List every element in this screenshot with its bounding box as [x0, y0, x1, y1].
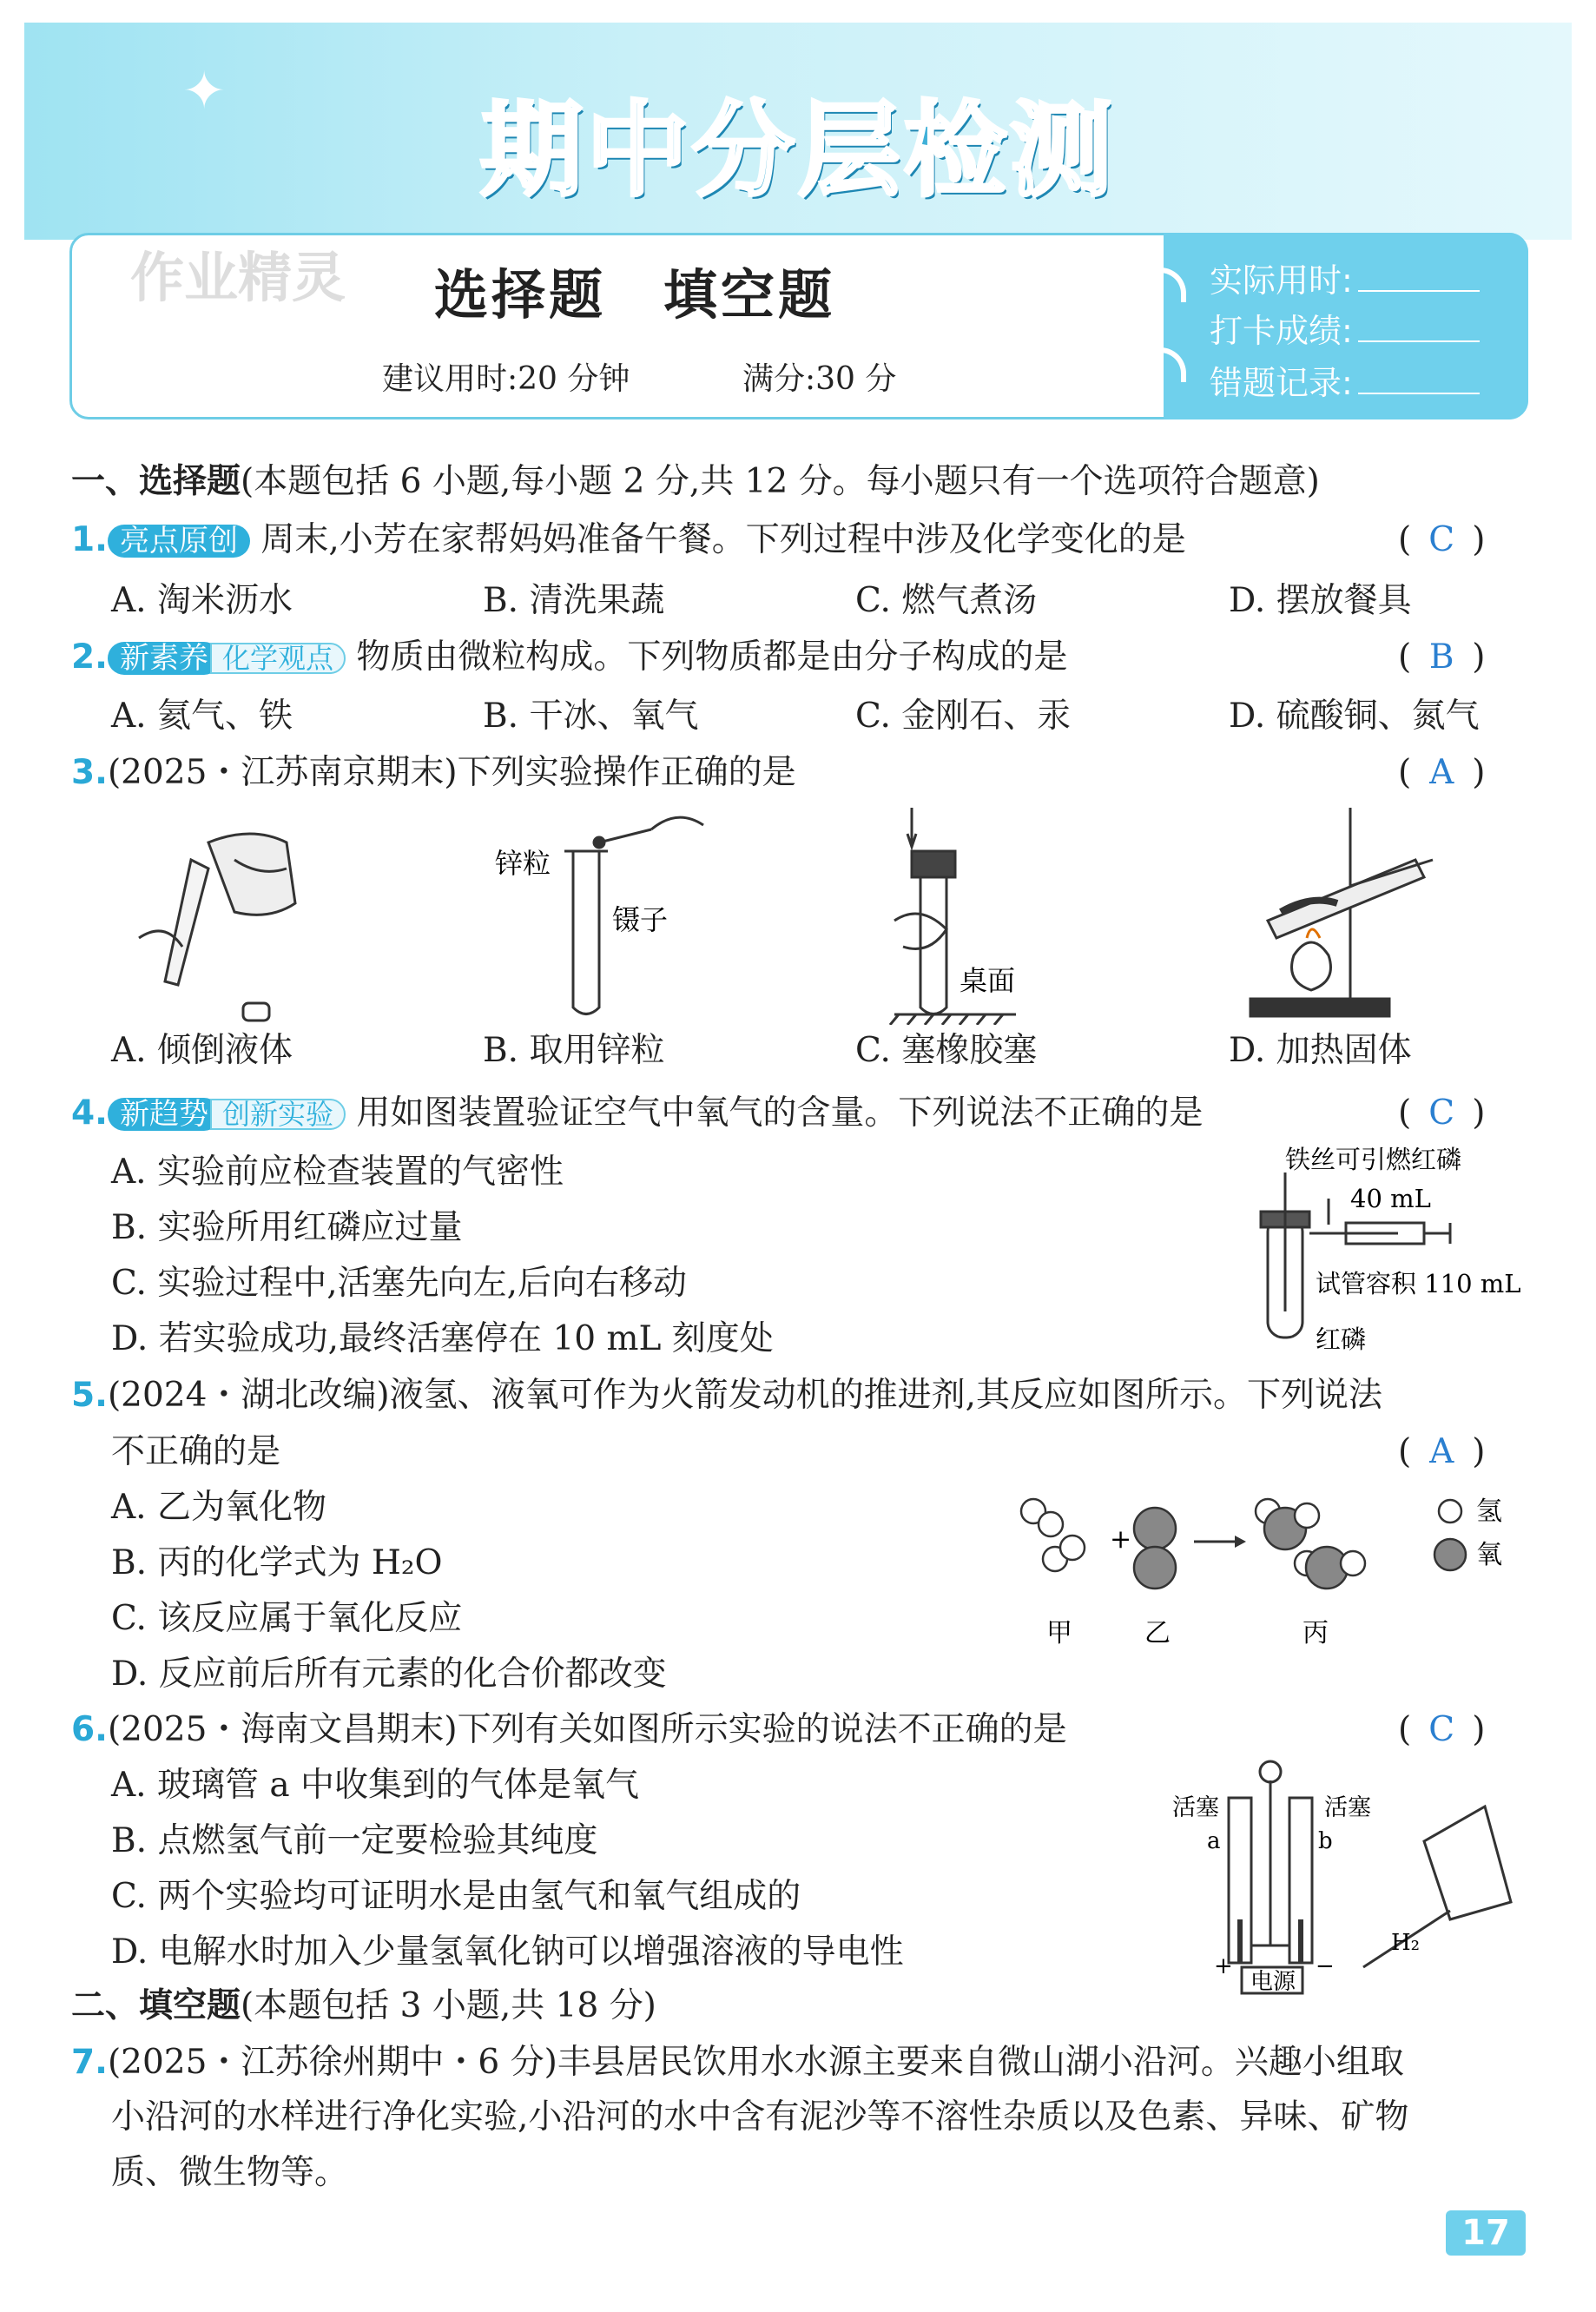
label-wire: 铁丝可引燃红磷: [1285, 1145, 1462, 1174]
section2-heading: 二、填空题(本题包括 3 小题,共 18 分): [71, 1986, 656, 2025]
option: B. 实验所用红磷应过量: [111, 1208, 463, 1247]
pouring-figure: [139, 834, 295, 1021]
label-oxygen: 氧: [1476, 1540, 1502, 1570]
full-score: 满分:30 分: [742, 361, 897, 397]
label-stopcock-left: 活塞: [1172, 1794, 1219, 1821]
option: D. 加热固体: [1229, 1031, 1412, 1070]
option: B. 丙的化学式为 H₂O: [111, 1543, 443, 1582]
option: B. 清洗果蔬: [483, 581, 665, 620]
answer-3: ( A ): [1398, 753, 1486, 792]
answer-6: ( C ): [1398, 1710, 1486, 1749]
answer-1: ( C ): [1398, 520, 1486, 559]
label-b: b: [1318, 1828, 1333, 1854]
option: C. 两个实验均可证明水是由氢气和氧气组成的: [111, 1877, 801, 1916]
label-tweezers: 镊子: [612, 903, 669, 936]
answer-2: ( B ): [1398, 637, 1486, 677]
option: A. 玻璃管 a 中收集到的气体是氧气: [111, 1766, 640, 1805]
answer-4: ( C ): [1398, 1093, 1486, 1133]
question-3: 3.(2025・江苏南京期末)下列实验操作正确的是: [71, 753, 796, 792]
option: A. 乙为氧化物: [111, 1488, 326, 1527]
option: A. 实验前应检查装置的气密性: [111, 1153, 564, 1192]
sparkle-icon: ✦: [182, 61, 227, 122]
record-score: 打卡成绩:: [1210, 304, 1480, 352]
label-stopcock-right: 活塞: [1324, 1794, 1371, 1821]
question-6: 6.(2025・海南文昌期末)下列有关如图所示实验的说法不正确的是: [71, 1710, 1067, 1749]
label-phosphorus: 红磷: [1316, 1324, 1367, 1354]
question-1: 1. 亮点原创 周末,小芳在家帮妈妈准备午餐。下列过程中涉及化学变化的是: [71, 520, 1186, 559]
card-title: 选择题 填空题: [434, 263, 836, 327]
label-bing: 丙: [1303, 1618, 1329, 1648]
record-actual-time: 实际用时:: [1210, 254, 1480, 301]
label-40ml: 40 mL: [1350, 1184, 1431, 1213]
suggested-time: 建议用时:20 分钟: [382, 361, 630, 397]
page-number: 17: [1446, 2210, 1526, 2256]
watermark: 作业精灵: [130, 246, 346, 309]
label-desk: 桌面: [960, 964, 1016, 997]
option: A. 淘米沥水: [111, 581, 293, 620]
label-hydrogen: 氢: [1476, 1496, 1502, 1527]
label-yi: 乙: [1144, 1618, 1171, 1648]
option: B. 干冰、氧气: [483, 697, 699, 736]
option: B. 取用锌粒: [483, 1031, 665, 1070]
option: D. 电解水时加入少量氢氧化钠可以增强溶液的导电性: [111, 1932, 904, 1972]
question-2: 2. 新素养 化学观点 物质由微粒构成。下列物质都是由分子构成的是: [71, 637, 1068, 677]
option: C. 塞橡胶塞: [855, 1031, 1038, 1070]
option: D. 若实验成功,最终活塞停在 10 mL 刻度处: [111, 1319, 774, 1358]
q3-figures: [113, 808, 1502, 1025]
option: A. 氦气、铁: [111, 697, 293, 736]
q5-molecules: [1007, 1476, 1528, 1659]
question-7-line3: 质、微生物等。: [111, 2153, 349, 2192]
label-plus: +: [1214, 1953, 1233, 1979]
option: B. 点燃氢气前一定要检验其纯度: [111, 1821, 598, 1860]
question-7-line2: 小沿河的水样进行净化实验,小沿河的水中含有泥沙等不溶性杂质以及色素、异味、矿物: [111, 2097, 1409, 2137]
answer-5: ( A ): [1398, 1432, 1486, 1471]
question-5: 5.(2024・湖北改编)液氢、液氧可作为火箭发动机的推进剂,其反应如图所示。下列说法: [71, 1376, 1383, 1415]
question-5-cont: 不正确的是: [111, 1432, 281, 1471]
section1-heading: 一、选择题(本题包括 6 小题,每小题 2 分,共 12 分。每小题只有一个选项符合题意): [71, 462, 1320, 501]
option: C. 该反应属于氧化反应: [111, 1599, 463, 1638]
option: C. 金刚石、汞: [855, 697, 1072, 736]
label-zinc: 锌粒: [495, 847, 551, 880]
svg-text:+: +: [1110, 1524, 1132, 1555]
question-7: 7.(2025・江苏徐州期中・6 分)丰县居民饮用水水源主要来自微山湖小沿河。兴趣小组取: [71, 2043, 1404, 2082]
record-errors: 错题记录:: [1210, 356, 1480, 404]
label-a: a: [1207, 1828, 1221, 1854]
option: D. 硫酸铜、氮气: [1229, 697, 1480, 736]
option: A. 倾倒液体: [111, 1031, 293, 1070]
option: C. 实验过程中,活塞先向左,后向右移动: [111, 1264, 688, 1303]
label-volume: 试管容积 110 mL: [1316, 1269, 1521, 1298]
label-h2: H₂: [1391, 1930, 1421, 1956]
q4-apparatus: [1242, 1138, 1537, 1364]
q6-electrolysis: [1164, 1746, 1537, 2006]
label-jia: 甲: [1046, 1618, 1072, 1648]
label-power: 电源: [1250, 1969, 1296, 1995]
label-minus: −: [1316, 1953, 1335, 1979]
question-4: 4. 新趋势 创新实验 用如图装置验证空气中氧气的含量。下列说法不正确的是: [71, 1093, 1204, 1133]
page-title: 期中分层检测: [479, 90, 1116, 210]
option: D. 摆放餐具: [1229, 581, 1412, 620]
option: D. 反应前后所有元素的化合价都改变: [111, 1655, 667, 1694]
option: C. 燃气煮汤: [855, 581, 1038, 620]
